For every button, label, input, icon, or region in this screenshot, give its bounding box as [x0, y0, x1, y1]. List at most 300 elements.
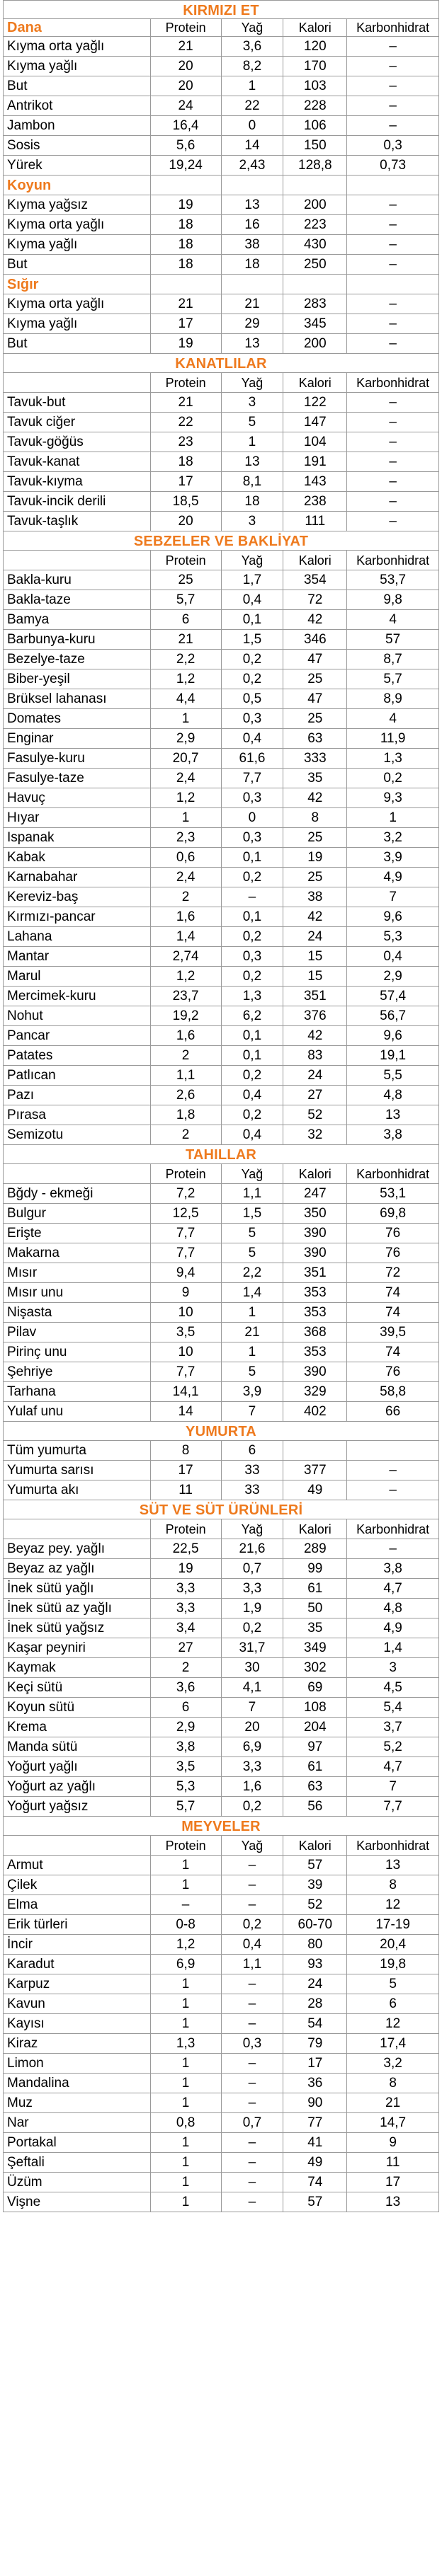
column-header-yag: Yağ — [222, 19, 284, 36]
table-row — [3, 452, 439, 472]
protein-value: 16,4 — [151, 116, 222, 135]
calorie-value: 333 — [283, 749, 347, 768]
table-row — [3, 650, 439, 669]
calorie-value: 42 — [283, 788, 347, 807]
fat-value: 0,4 — [222, 729, 284, 748]
carbohydrate-value: 19,1 — [347, 1046, 439, 1065]
food-name: Kıyma yağlı — [4, 314, 151, 333]
carbohydrate-value: 5,5 — [347, 1066, 439, 1085]
protein-value: 2 — [151, 887, 222, 907]
carbohydrate-value: 4,9 — [347, 868, 439, 887]
column-header-protein: Protein — [151, 19, 222, 36]
table-row — [3, 1895, 439, 1915]
calorie-value: 390 — [283, 1243, 347, 1263]
carbohydrate-value: 5,3 — [347, 927, 439, 946]
food-name: Limon — [4, 2054, 151, 2073]
table-row — [3, 393, 439, 413]
calorie-value: 80 — [283, 1935, 347, 1954]
food-name: İnek sütü yağsız — [4, 1618, 151, 1638]
calorie-value: 17 — [283, 2054, 347, 2073]
fat-value: 5 — [222, 413, 284, 432]
carbohydrate-value: 7 — [347, 887, 439, 907]
food-name: Nar — [4, 2113, 151, 2132]
carbohydrate-value: 4 — [347, 610, 439, 629]
table-row — [3, 1283, 439, 1303]
carbohydrate-value: 5,4 — [347, 1698, 439, 1717]
carbohydrate-value: – — [347, 195, 439, 214]
table-row — [3, 413, 439, 432]
protein-value: 21 — [151, 393, 222, 412]
fat-value: 0,4 — [222, 1125, 284, 1144]
carbohydrate-value: 9 — [347, 2133, 439, 2152]
column-header-kalori: Kalori — [283, 1164, 347, 1183]
calorie-value: 120 — [283, 37, 347, 56]
protein-value: 1,1 — [151, 1066, 222, 1085]
calorie-value: 25 — [283, 669, 347, 689]
calorie-value: 128,8 — [283, 156, 347, 175]
protein-value: 3,3 — [151, 1579, 222, 1598]
table-row — [3, 927, 439, 947]
column-header-karbonhidrat: Karbonhidrat — [347, 551, 439, 570]
food-name: Kırmızı-pancar — [4, 907, 151, 926]
food-name: Mandalina — [4, 2074, 151, 2093]
fat-value: 1 — [222, 1342, 284, 1362]
calorie-value: 24 — [283, 1974, 347, 1994]
calorie-value: 103 — [283, 76, 347, 96]
protein-value: 1 — [151, 709, 222, 728]
column-header-karbonhidrat: Karbonhidrat — [347, 1836, 439, 1855]
fat-value: – — [222, 2074, 284, 2093]
table-row — [3, 1323, 439, 1342]
protein-value: 1,6 — [151, 907, 222, 926]
fat-value: 0,2 — [222, 650, 284, 669]
column-header-protein: Protein — [151, 1836, 222, 1855]
carbohydrate-value: – — [347, 96, 439, 115]
carbohydrate-value: 0,73 — [347, 156, 439, 175]
food-name: Bezelye-taze — [4, 650, 151, 669]
food-name: Karadut — [4, 1955, 151, 1974]
protein-value: 18 — [151, 215, 222, 234]
food-name: Pancar — [4, 1026, 151, 1045]
food-name: But — [4, 255, 151, 274]
table-row — [3, 1935, 439, 1955]
protein-value: 3,6 — [151, 1678, 222, 1697]
calorie-value: 61 — [283, 1757, 347, 1776]
protein-value: 1 — [151, 2153, 222, 2172]
table-row — [3, 828, 439, 848]
food-name: Üzüm — [4, 2173, 151, 2192]
carbohydrate-value: – — [347, 1539, 439, 1558]
protein-value: 1,3 — [151, 2034, 222, 2053]
calorie-value: 170 — [283, 57, 347, 76]
protein-value: 5,7 — [151, 1797, 222, 1816]
calorie-value: 61 — [283, 1579, 347, 1598]
table-row — [3, 729, 439, 749]
protein-value: 8 — [151, 1441, 222, 1460]
protein-value: 1,4 — [151, 927, 222, 946]
calorie-value: 122 — [283, 393, 347, 412]
protein-value: 1 — [151, 2192, 222, 2212]
table-row — [3, 1303, 439, 1323]
carbohydrate-value: – — [347, 413, 439, 432]
food-name: Lahana — [4, 927, 151, 946]
protein-value: 1 — [151, 2093, 222, 2112]
fat-value: 0,5 — [222, 689, 284, 708]
table-row — [3, 2074, 439, 2093]
carbohydrate-value — [347, 1441, 439, 1460]
protein-value: 2,2 — [151, 650, 222, 669]
fat-value: 0,2 — [222, 669, 284, 689]
column-header-kalori: Kalori — [283, 373, 347, 392]
food-name: Kıyma orta yağlı — [4, 37, 151, 56]
column-header-karbonhidrat: Karbonhidrat — [347, 373, 439, 392]
protein-value: 2 — [151, 1125, 222, 1144]
column-header-protein: Protein — [151, 1164, 222, 1183]
food-name: Kaşar peyniri — [4, 1638, 151, 1657]
table-row — [3, 1243, 439, 1263]
protein-value: 17 — [151, 1461, 222, 1480]
calorie-value: 15 — [283, 967, 347, 986]
calorie-value: 50 — [283, 1599, 347, 1618]
protein-value: 23 — [151, 432, 222, 452]
protein-value: 9 — [151, 1283, 222, 1302]
calorie-value: 302 — [283, 1658, 347, 1677]
food-name: Jambon — [4, 116, 151, 135]
food-name: Yoğurt yağsız — [4, 1797, 151, 1816]
table-row — [3, 630, 439, 650]
carbohydrate-value: 8 — [347, 1875, 439, 1894]
section-title-kanatlilar: KANATLILAR — [3, 354, 439, 373]
fat-value: 0,1 — [222, 1026, 284, 1045]
food-name: Brüksel lahanası — [4, 689, 151, 708]
rows-tahillar — [3, 1184, 439, 1422]
fat-value: – — [222, 2133, 284, 2152]
carbohydrate-value: – — [347, 314, 439, 333]
protein-value: 10 — [151, 1342, 222, 1362]
calorie-value: 42 — [283, 610, 347, 629]
table-row — [3, 334, 439, 354]
fat-value: 33 — [222, 1480, 284, 1500]
calorie-value: 93 — [283, 1955, 347, 1974]
calorie-value: 430 — [283, 235, 347, 254]
carbohydrate-value: 4,7 — [347, 1579, 439, 1598]
food-name: Yumurta akı — [4, 1480, 151, 1500]
fat-value: 6,2 — [222, 1006, 284, 1025]
table-row — [3, 1599, 439, 1618]
food-name: Makarna — [4, 1243, 151, 1263]
food-name: Beyaz az yağlı — [4, 1559, 151, 1578]
fat-value: 61,6 — [222, 749, 284, 768]
fat-value: 0,1 — [222, 1046, 284, 1065]
protein-value: 19 — [151, 195, 222, 214]
carbohydrate-value: 57 — [347, 630, 439, 649]
calorie-value: 390 — [283, 1224, 347, 1243]
fat-value: 1,1 — [222, 1184, 284, 1203]
food-name: Kıyma yağlı — [4, 57, 151, 76]
food-name: Elma — [4, 1895, 151, 1914]
carbohydrate-value: – — [347, 512, 439, 531]
table-row — [3, 255, 439, 275]
carbohydrate-value: – — [347, 255, 439, 274]
fat-value: – — [222, 1856, 284, 1875]
food-name: Mısır — [4, 1263, 151, 1282]
table-row — [3, 1658, 439, 1678]
food-name: Pırasa — [4, 1105, 151, 1125]
fat-value: 1,4 — [222, 1283, 284, 1302]
calorie-value: 77 — [283, 2113, 347, 2132]
protein-value: 21 — [151, 37, 222, 56]
calorie-value: 350 — [283, 1204, 347, 1223]
protein-value: 18 — [151, 452, 222, 471]
food-name: Tüm yumurta — [4, 1441, 151, 1460]
carbohydrate-value: 4,7 — [347, 1757, 439, 1776]
carbohydrate-value: 17,4 — [347, 2034, 439, 2053]
food-name: İnek sütü az yağlı — [4, 1599, 151, 1618]
protein-value: 1 — [151, 2054, 222, 2073]
carbohydrate-value: 3 — [347, 1658, 439, 1677]
column-header-kalori: Kalori — [283, 1519, 347, 1539]
food-name: Barbunya-kuru — [4, 630, 151, 649]
calorie-value: 47 — [283, 650, 347, 669]
carbohydrate-value: – — [347, 393, 439, 412]
table-row — [3, 432, 439, 452]
food-name: Armut — [4, 1856, 151, 1875]
protein-value: 10 — [151, 1303, 222, 1322]
fat-value: 3 — [222, 512, 284, 531]
protein-value: 0,6 — [151, 848, 222, 867]
table-row — [3, 1678, 439, 1698]
carbohydrate-value: 5 — [347, 1974, 439, 1994]
food-name: Tarhana — [4, 1382, 151, 1401]
fat-value: 3,6 — [222, 37, 284, 56]
section-title-tahillar: TAHILLAR — [3, 1145, 439, 1164]
fat-value: 1 — [222, 76, 284, 96]
food-name: Şeftali — [4, 2153, 151, 2172]
food-name: Yürek — [4, 156, 151, 175]
protein-value: 19,24 — [151, 156, 222, 175]
protein-value: 1 — [151, 1994, 222, 2013]
calorie-value: 204 — [283, 1718, 347, 1737]
table-row — [3, 294, 439, 314]
protein-value: 2 — [151, 1046, 222, 1065]
table-row — [3, 492, 439, 512]
calorie-value: 24 — [283, 927, 347, 946]
carbohydrate-value: 0,3 — [347, 136, 439, 155]
calorie-value: 283 — [283, 294, 347, 314]
carbohydrate-value: 74 — [347, 1283, 439, 1302]
fat-value: 21 — [222, 294, 284, 314]
fat-value: 0,3 — [222, 947, 284, 966]
table-row — [3, 1480, 439, 1500]
calorie-value: 147 — [283, 413, 347, 432]
protein-value: 1,8 — [151, 1105, 222, 1125]
section-title-sut-urunleri: SÜT VE SÜT ÜRÜNLERİ — [3, 1500, 439, 1519]
protein-value: 2,3 — [151, 828, 222, 847]
calorie-value: 74 — [283, 2173, 347, 2192]
calorie-value: 79 — [283, 2034, 347, 2053]
protein-value: 23,7 — [151, 987, 222, 1006]
fat-value: 5 — [222, 1362, 284, 1381]
calorie-value: 106 — [283, 116, 347, 135]
carbohydrate-value: 0,2 — [347, 769, 439, 788]
fat-value: 5 — [222, 1243, 284, 1263]
carbohydrate-value: 13 — [347, 1856, 439, 1875]
carbohydrate-value: 4,5 — [347, 1678, 439, 1697]
fat-value: 13 — [222, 195, 284, 214]
fat-value: – — [222, 2014, 284, 2033]
column-header-row — [3, 551, 439, 570]
calorie-value: 99 — [283, 1559, 347, 1578]
calorie-value: 47 — [283, 689, 347, 708]
food-name: Kayısı — [4, 2014, 151, 2033]
carbohydrate-value: – — [347, 472, 439, 491]
protein-value: 1 — [151, 2074, 222, 2093]
food-name: Beyaz pey. yağlı — [4, 1539, 151, 1558]
calorie-value: 390 — [283, 1362, 347, 1381]
carbohydrate-value: – — [347, 235, 439, 254]
carbohydrate-value: 57,4 — [347, 987, 439, 1006]
food-name: Bamya — [4, 610, 151, 629]
carbohydrate-value: 2,9 — [347, 967, 439, 986]
table-row — [3, 808, 439, 828]
calorie-value: 41 — [283, 2133, 347, 2152]
fat-value: 33 — [222, 1461, 284, 1480]
carbohydrate-value: 1,3 — [347, 749, 439, 768]
protein-value: 7,2 — [151, 1184, 222, 1203]
protein-value: 1 — [151, 808, 222, 827]
food-name: Vişne — [4, 2192, 151, 2212]
fat-value: – — [222, 2192, 284, 2212]
calorie-value: 69 — [283, 1678, 347, 1697]
carbohydrate-value: 76 — [347, 1362, 439, 1381]
fat-value: 4,1 — [222, 1678, 284, 1697]
protein-value: 17 — [151, 472, 222, 491]
calorie-value: 104 — [283, 432, 347, 452]
protein-value: 14 — [151, 1402, 222, 1421]
table-row — [3, 907, 439, 927]
carbohydrate-value: 9,6 — [347, 907, 439, 926]
fat-value: 8,1 — [222, 472, 284, 491]
fat-value: 30 — [222, 1658, 284, 1677]
food-name: Kavun — [4, 1994, 151, 2013]
protein-value: 22 — [151, 413, 222, 432]
calorie-value: 42 — [283, 907, 347, 926]
food-name: Antrikot — [4, 96, 151, 115]
calorie-value: 351 — [283, 1263, 347, 1282]
carbohydrate-value: 5,2 — [347, 1737, 439, 1756]
carbohydrate-value: 17 — [347, 2173, 439, 2192]
fat-value: 0,7 — [222, 2113, 284, 2132]
fat-value: – — [222, 2153, 284, 2172]
food-name: Yumurta sarısı — [4, 1461, 151, 1480]
table-row — [3, 1994, 439, 2014]
calorie-value: 57 — [283, 2192, 347, 2212]
section-title-kirmizi-et: KIRMIZI ET — [3, 0, 439, 19]
food-name: Karpuz — [4, 1974, 151, 1994]
table-row — [3, 57, 439, 76]
food-name: But — [4, 334, 151, 353]
calorie-value: 191 — [283, 452, 347, 471]
carbohydrate-value: 11,9 — [347, 729, 439, 748]
fat-value: 13 — [222, 334, 284, 353]
table-row — [3, 1915, 439, 1935]
fat-value: 6,9 — [222, 1737, 284, 1756]
protein-value: 1,6 — [151, 1026, 222, 1045]
protein-value: 20 — [151, 57, 222, 76]
table-row — [3, 156, 439, 176]
food-name: Pilav — [4, 1323, 151, 1342]
food-name: Mantar — [4, 947, 151, 966]
fat-value: 21 — [222, 1323, 284, 1342]
fat-value: 3,3 — [222, 1579, 284, 1598]
calorie-value: 368 — [283, 1323, 347, 1342]
table-row — [3, 1698, 439, 1718]
food-name: Çilek — [4, 1875, 151, 1894]
calorie-value: 35 — [283, 1618, 347, 1638]
fat-value: 0,2 — [222, 1618, 284, 1638]
fat-value: 18 — [222, 255, 284, 274]
calorie-value — [283, 1441, 347, 1460]
protein-value: 5,7 — [151, 590, 222, 609]
fat-value: 8,2 — [222, 57, 284, 76]
fat-value: 1,7 — [222, 570, 284, 590]
calorie-value: 54 — [283, 2014, 347, 2033]
table-row — [3, 1757, 439, 1777]
fat-value: 3,3 — [222, 1757, 284, 1776]
protein-value: 20,7 — [151, 749, 222, 768]
food-name: İnek sütü yağlı — [4, 1579, 151, 1598]
protein-value: 21 — [151, 630, 222, 649]
calorie-value: 83 — [283, 1046, 347, 1065]
food-name: Yoğurt yağlı — [4, 1757, 151, 1776]
carbohydrate-value: 12 — [347, 1895, 439, 1914]
column-header-yag: Yağ — [222, 1836, 284, 1855]
protein-value: 17 — [151, 314, 222, 333]
protein-value: 1 — [151, 2133, 222, 2152]
food-name: Patlıcan — [4, 1066, 151, 1085]
table-row — [3, 116, 439, 136]
food-name: Krema — [4, 1718, 151, 1737]
subgroup-label: Sığır — [4, 275, 151, 294]
calorie-value: 108 — [283, 1698, 347, 1717]
carbohydrate-value: 66 — [347, 1402, 439, 1421]
food-name: But — [4, 76, 151, 96]
subgroup-label: Dana — [4, 19, 151, 36]
table-row — [3, 1006, 439, 1026]
food-name: Nişasta — [4, 1303, 151, 1322]
calorie-value: 345 — [283, 314, 347, 333]
fat-value: 1,3 — [222, 987, 284, 1006]
fat-value: 0,2 — [222, 1797, 284, 1816]
fat-value: 1,1 — [222, 1955, 284, 1974]
carbohydrate-value: 17-19 — [347, 1915, 439, 1934]
food-name: Yoğurt az yağlı — [4, 1777, 151, 1796]
food-name: Portakal — [4, 2133, 151, 2152]
subgroup-header-sigir — [3, 275, 439, 294]
calorie-value: 38 — [283, 887, 347, 907]
section-title-yumurta: YUMURTA — [3, 1422, 439, 1441]
carbohydrate-value: – — [347, 37, 439, 56]
calorie-value: 63 — [283, 729, 347, 748]
protein-value: 9,4 — [151, 1263, 222, 1282]
protein-value: – — [151, 1895, 222, 1914]
column-header-row — [3, 373, 439, 393]
table-row — [3, 1777, 439, 1797]
table-row — [3, 1856, 439, 1875]
fat-value: 29 — [222, 314, 284, 333]
fat-value: 1 — [222, 1303, 284, 1322]
carbohydrate-value: 12 — [347, 2014, 439, 2033]
